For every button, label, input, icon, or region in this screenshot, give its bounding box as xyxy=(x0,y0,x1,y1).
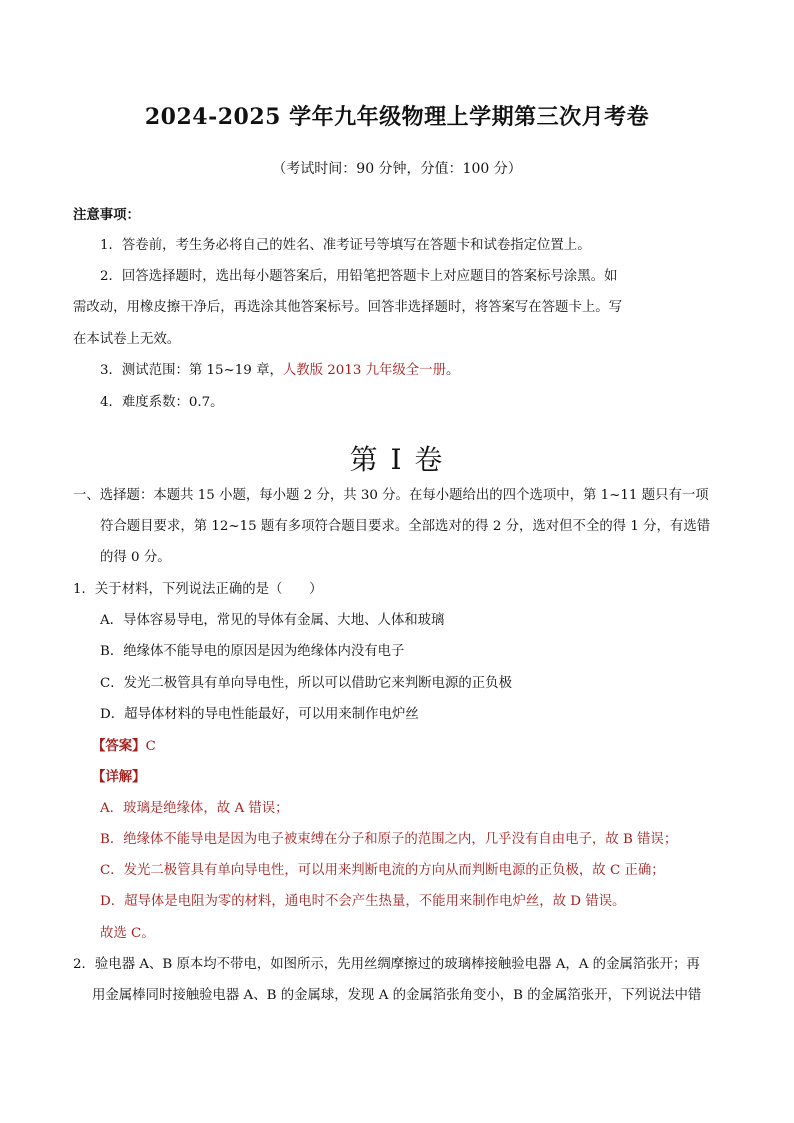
question-2-stem-line-1: 2．验电器 A、B 原本均不带电，如图所示，先用丝绸摩擦过的玻璃棒接触验电器 A，A 的金属箔张开；再 xyxy=(73,957,700,972)
exam-title: 2024-2025 学年九年级物理上学期第三次月考卷 xyxy=(144,104,650,130)
question-1-stem: 1．关于材料，下列说法正确的是（ ） xyxy=(73,582,323,597)
section-title: 第 I 卷 xyxy=(349,443,445,476)
question-1-option-a: A．导体容易导电，常见的导体有金属、大地、人体和玻璃 xyxy=(100,613,445,628)
section-intro-line-3: 的得 0 分。 xyxy=(100,550,171,565)
notice-item-1: 1．答卷前，考生务必将自己的姓名、准考证号等填写在答题卡和试卷指定位置上。 xyxy=(100,238,591,253)
explanation-c: C．发光二极管具有单向导电性，可以用来判断电流的方向从而判断电源的正负极，故 C 正确； xyxy=(100,863,665,878)
notice-heading: 注意事项： xyxy=(73,207,140,223)
notice-item-4: 4．难度系数：0.7。 xyxy=(100,395,224,410)
notice-item-2-line-2: 需改动，用橡皮擦干净后，再选涂其他答案标号。回答非选择题时，将答案写在答题卡上。写 xyxy=(73,300,623,315)
notice-item-2-line-3: 在本试卷上无效。 xyxy=(73,332,181,347)
explanation-conclusion: 故选 C。 xyxy=(100,926,155,941)
answer-value: C xyxy=(145,739,156,754)
notice-item-3-scope: 人教版 2013 九年级全一册 xyxy=(282,363,446,378)
notice-item-3 xyxy=(100,362,459,380)
question-1-option-b: B．绝缘体不能导电的原因是因为绝缘体内没有电子 xyxy=(100,644,405,659)
explanation-a: A．玻璃是绝缘体，故 A 错误； xyxy=(100,801,289,816)
notice-item-3-prefix: 3．测试范围：第 15~19 章， xyxy=(100,363,283,378)
explanation-d: D．超导体是电阻为零的材料，通电时不会产生热量，不能用来制作电炉丝，故 D 错误。 xyxy=(100,894,626,909)
answer-label: 【答案】 xyxy=(92,738,146,754)
question-1-option-c: C．发光二极管具有单向导电性，所以可以借助它来判断电源的正负极 xyxy=(100,676,512,691)
explanation-label: 【详解】 xyxy=(92,769,146,785)
notice-item-3-suffix: 。 xyxy=(445,363,460,378)
notice-item-2-line-1: 2．回答选择题时，选出每小题答案后，用铅笔把答题卡上对应题目的答案标号涂黑。如 xyxy=(100,269,618,284)
exam-subtitle: （考试时间：90 分钟，分值：100 分） xyxy=(272,161,522,177)
question-1-option-d: D．超导体材料的导电性能最好，可以用来制作电炉丝 xyxy=(100,707,419,722)
section-intro-line-2: 符合题目要求，第 12~15 题有多项符合题目要求。全部选对的得 2 分，选对但不全的得 1 分，有选错 xyxy=(100,519,711,534)
section-intro-line-1: 一、选择题：本题共 15 小题，每小题 2 分，共 30 分。在每小题给出的四个选项中，第 1~11 题只有一项 xyxy=(73,488,709,503)
question-1-answer xyxy=(92,737,156,756)
question-2-stem-line-2: 用金属棒同时接触验电器 A、B 的金属球，发现 A 的金属箔张角变小，B 的金属箔张开，下列说法中错 xyxy=(92,988,702,1003)
explanation-b: B．绝缘体不能导电是因为电子被束缚在分子和原子的范围之内，几乎没有自由电子，故 B 错误； xyxy=(100,832,678,847)
